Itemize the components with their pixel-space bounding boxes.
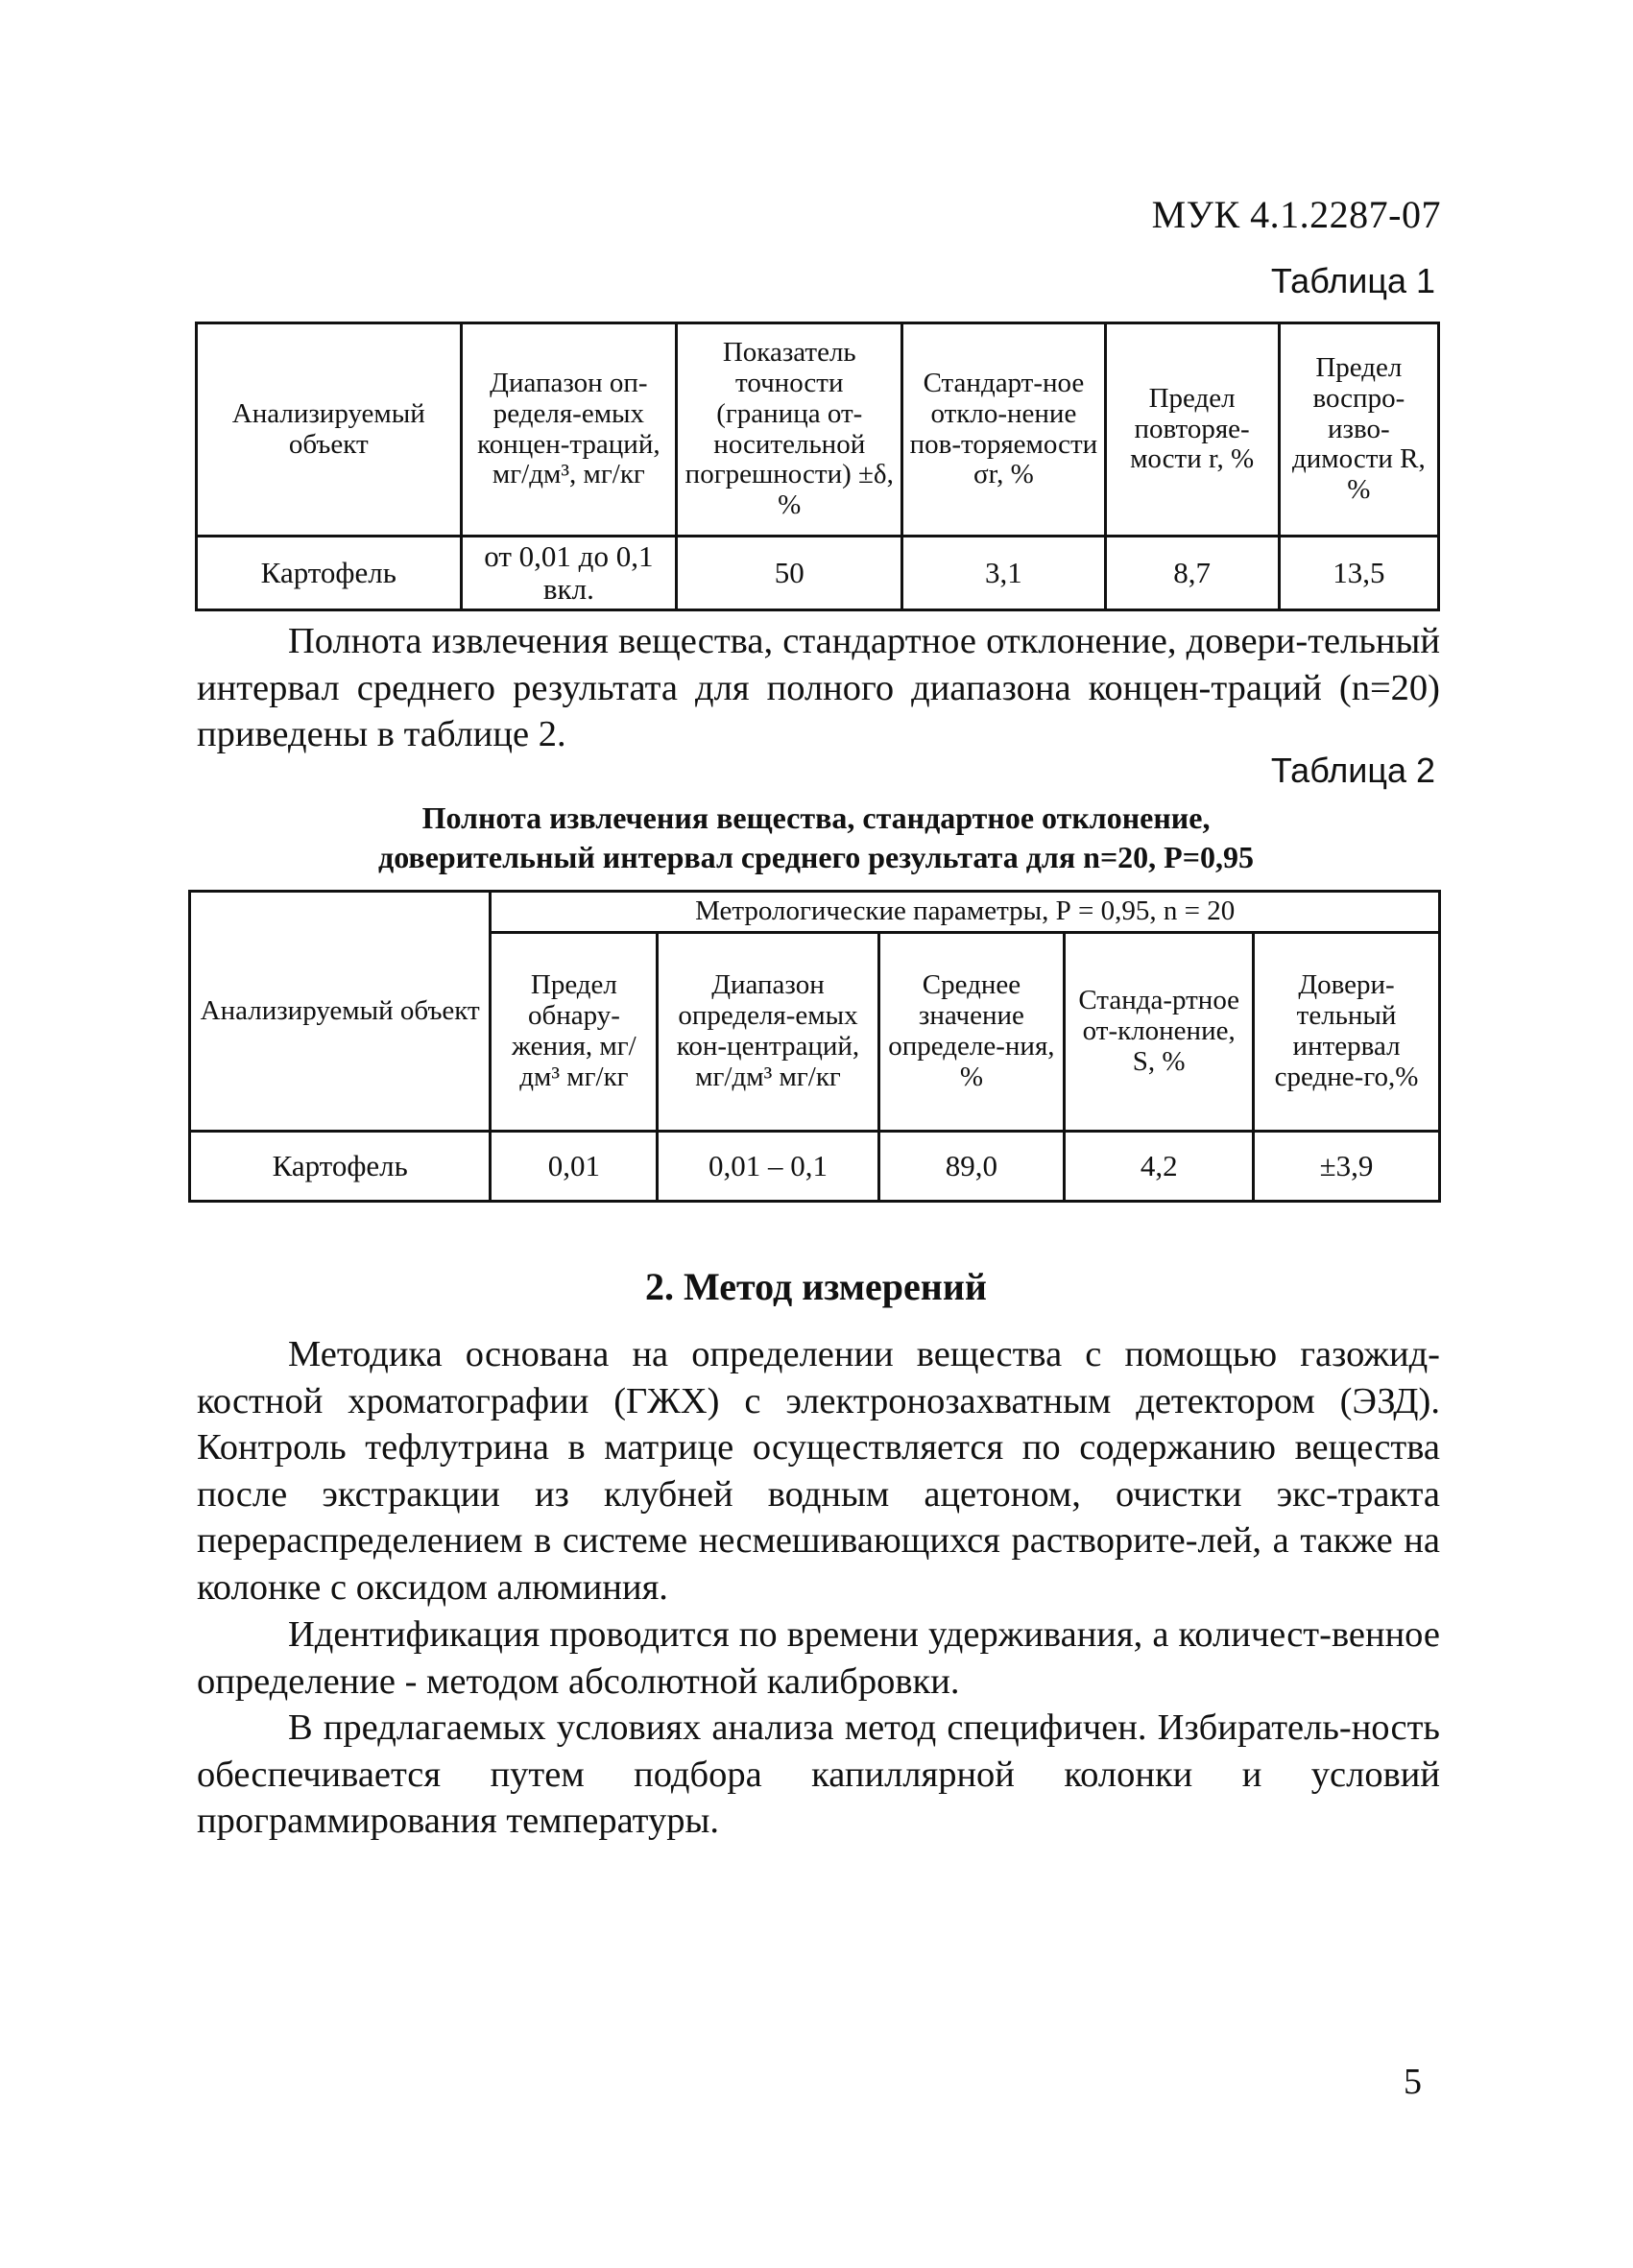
method-paragraph-text: Методика основана на определении вещества с помощью газожид-костной хроматографии (ГЖХ) с электронозахватным детектором (ЭЗД). Контроль тефлутрина в матрице осуществляется по содержанию вещества после экстракции из клубней водным ацетоном, очистки экс-тракта перераспределением в системе несмешивающихся растворите-лей, а также на колонке с оксидом алюминия.	[197, 1334, 1440, 1608]
specificity-paragraph-text: В предлагаемых условиях анализа метод специфичен. Избиратель-ность обеспечивается путем подбора капиллярной колонки и условий программирования температуры.	[197, 1707, 1440, 1841]
table2-header-cell: Довери-тельный интервал средне-го,%	[1254, 933, 1440, 1132]
table2-object-header: Анализируемый объект	[190, 892, 491, 1132]
table1-header-cell: Стандарт-ное откло-нение пов-торяемости σr, %	[902, 323, 1105, 537]
table1-cell: 13,5	[1279, 537, 1438, 610]
table1-cell: от 0,01 до 0,1 вкл.	[461, 537, 677, 610]
table1-label: Таблица 1	[1270, 261, 1435, 300]
table2-cell: 0,01 – 0,1	[658, 1132, 878, 1202]
table2-caption-line1: Полнота извлечения вещества, стандартное отклонение,	[421, 800, 1211, 835]
table1-header-cell: Предел повторяе-мости r, %	[1105, 323, 1279, 537]
method-paragraph	[197, 1331, 1440, 1611]
table2-header-cell: Диапазон определя-емых кон-центраций, мг/дм³ мг/кг	[658, 933, 878, 1132]
table2-row	[190, 1132, 1440, 1202]
table1	[195, 322, 1440, 611]
intro-paragraph	[197, 618, 1440, 758]
table2-group-header-row	[190, 892, 1440, 933]
table2-cell: 0,01	[491, 1132, 658, 1202]
table2-cell: ±3,9	[1254, 1132, 1440, 1202]
table2-cell: 4,2	[1065, 1132, 1254, 1202]
table1-header-cell: Предел воспро-изво-димости R, %	[1279, 323, 1438, 537]
table1-header-row	[197, 323, 1439, 537]
table1-cell: Картофель	[197, 537, 462, 610]
table1-cell: 3,1	[902, 537, 1105, 610]
table2-cell: Картофель	[190, 1132, 491, 1202]
table2-caption-line2: доверительный интервал среднего результата для n=20, P=0,95	[378, 840, 1254, 874]
table1-header-cell: Показатель точности (граница от-носительной погрешности) ±δ, %	[677, 323, 902, 537]
identification-paragraph-text: Идентификация проводится по времени удерживания, а количест-венное определение - методом абсолютной калибровки.	[197, 1614, 1440, 1702]
identification-paragraph	[197, 1611, 1440, 1705]
table1-cell: 50	[677, 537, 902, 610]
table2-cell: 89,0	[878, 1132, 1065, 1202]
table2-label: Таблица 2	[1270, 751, 1435, 790]
intro-paragraph-text: Полнота извлечения вещества, стандартное отклонение, довери-тельный интервал среднего результата для полного диапазона концен-траций (n=20) приведены в таблице 2.	[197, 621, 1440, 754]
table1-header-cell: Диапазон оп-ределя-емых концен-траций, мг/дм³, мг/кг	[461, 323, 677, 537]
page-number: 5	[1404, 2062, 1422, 2102]
table1-row	[197, 537, 1439, 610]
section-heading: 2. Метод измерений	[645, 1265, 987, 1308]
table1-cell: 8,7	[1105, 537, 1279, 610]
table2-group-header: Метрологические параметры, Р = 0,95, n = 20	[491, 892, 1440, 933]
document-code: МУК 4.1.2287-07	[1151, 193, 1441, 236]
table2-header-cell: Предел обнару-жения, мг/дм³ мг/кг	[491, 933, 658, 1132]
table2-header-cell: Среднее значение определе-ния, %	[878, 933, 1065, 1132]
table1-header-cell: Анализируемый объект	[197, 323, 462, 537]
table2-header-cell: Станда-ртное от-клонение, S, %	[1065, 933, 1254, 1132]
table2	[188, 890, 1441, 1203]
specificity-paragraph	[197, 1705, 1440, 1845]
